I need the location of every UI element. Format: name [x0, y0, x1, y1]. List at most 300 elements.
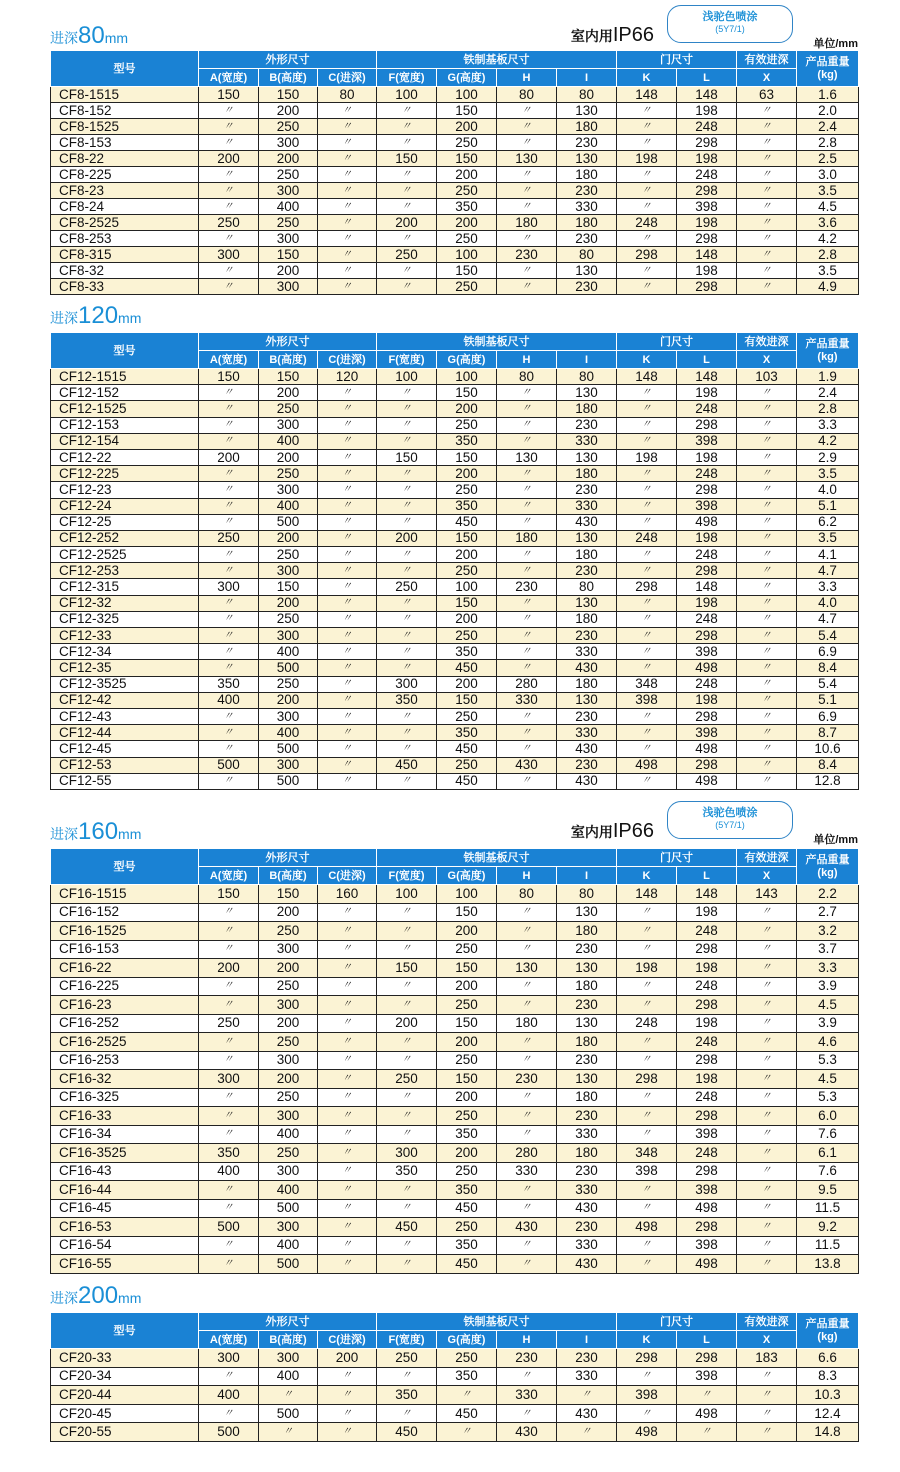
value-cell: 300 — [259, 1051, 318, 1070]
value-cell: 〃 — [318, 1199, 377, 1218]
value-cell: 〃 — [617, 401, 677, 417]
table-row — [51, 595, 859, 611]
value-cell: 250 — [199, 530, 259, 546]
value-cell: 〃 — [377, 199, 437, 215]
model-cell: CF8-33 — [51, 279, 199, 295]
value-cell: 350 — [377, 692, 437, 708]
value-cell: 〃 — [318, 215, 377, 231]
column-header-g: G(高度) — [437, 69, 497, 87]
value-cell: 398 — [677, 433, 737, 449]
depth-unit: mm — [118, 826, 142, 842]
value-cell: 〃 — [377, 660, 437, 676]
column-header-i: I — [557, 1331, 617, 1349]
value-cell: 〃 — [318, 385, 377, 401]
value-cell: 〃 — [199, 199, 259, 215]
value-cell: 〃 — [199, 1404, 259, 1423]
header-outer-dims: 外形尺寸 — [199, 333, 377, 351]
value-cell: 500 — [259, 1404, 318, 1423]
value-cell: 200 — [259, 263, 318, 279]
value-cell: 250 — [437, 1107, 497, 1126]
table-row — [51, 644, 859, 660]
value-cell: 〃 — [497, 103, 557, 119]
value-cell: 400 — [259, 199, 318, 215]
value-cell: 〃 — [377, 1033, 437, 1052]
value-cell: 3.3 — [797, 417, 859, 433]
model-cell: CF16-252 — [51, 1014, 199, 1033]
value-cell: 〃 — [617, 1125, 677, 1144]
column-header-b: B(高度) — [259, 1331, 318, 1349]
value-cell: 198 — [617, 449, 677, 465]
value-cell: 250 — [199, 1014, 259, 1033]
value-cell: 5.4 — [797, 628, 859, 644]
value-cell: 〃 — [318, 644, 377, 660]
value-cell: 〃 — [617, 547, 677, 563]
depth-prefix: 进深 — [50, 30, 78, 46]
value-cell: 〃 — [318, 279, 377, 295]
model-cell: CF12-225 — [51, 466, 199, 482]
spec-table-200 — [50, 1312, 859, 1442]
value-cell: 200 — [437, 676, 497, 692]
column-header-a: A(宽度) — [199, 1331, 259, 1349]
model-cell: CF16-153 — [51, 940, 199, 959]
value-cell: 〃 — [318, 773, 377, 789]
value-cell: 〃 — [199, 1255, 259, 1274]
value-cell: 〃 — [199, 940, 259, 959]
table-row — [51, 885, 859, 904]
value-cell: 350 — [437, 725, 497, 741]
value-cell: 150 — [377, 959, 437, 978]
value-cell: 130 — [557, 263, 617, 279]
value-cell: 298 — [677, 628, 737, 644]
model-cell: CF16-22 — [51, 959, 199, 978]
header-door-dims: 门尺寸 — [617, 51, 737, 69]
value-cell: 〃 — [497, 940, 557, 959]
value-cell: 〃 — [199, 708, 259, 724]
value-cell: 〃 — [497, 903, 557, 922]
value-cell: 〃 — [318, 433, 377, 449]
value-cell: 〃 — [318, 1423, 377, 1442]
value-cell: 250 — [259, 676, 318, 692]
value-cell: 〃 — [318, 135, 377, 151]
table-row — [51, 167, 859, 183]
value-cell: 400 — [259, 1367, 318, 1386]
value-cell: 〃 — [497, 514, 557, 530]
value-cell: 〃 — [377, 1199, 437, 1218]
value-cell: 500 — [199, 1423, 259, 1442]
value-cell: 250 — [437, 996, 497, 1015]
value-cell: 200 — [259, 595, 318, 611]
model-cell: CF12-44 — [51, 725, 199, 741]
value-cell: 〃 — [259, 1386, 318, 1405]
model-cell: CF20-55 — [51, 1423, 199, 1442]
value-cell: 〃 — [199, 1088, 259, 1107]
table-row — [51, 514, 859, 530]
value-cell: 〃 — [377, 644, 437, 660]
value-cell: 150 — [437, 530, 497, 546]
depth-value: 200 — [78, 1282, 119, 1309]
value-cell: 〃 — [199, 547, 259, 563]
column-header-x: X — [737, 351, 797, 369]
value-cell: 150 — [259, 885, 318, 904]
value-cell: 〃 — [259, 1423, 318, 1442]
model-cell: CF8-23 — [51, 183, 199, 199]
value-cell: 〃 — [617, 903, 677, 922]
value-cell: 198 — [677, 692, 737, 708]
value-cell: 148 — [677, 87, 737, 103]
header-weight: 产品重量 (kg) — [797, 51, 859, 87]
depth-value: 80 — [78, 22, 105, 49]
value-cell: 200 — [318, 1349, 377, 1368]
value-cell: 180 — [497, 530, 557, 546]
model-cell: CF12-45 — [51, 741, 199, 757]
value-cell: 〃 — [318, 498, 377, 514]
table-row — [51, 579, 859, 595]
value-cell: 180 — [497, 215, 557, 231]
model-cell: CF16-53 — [51, 1218, 199, 1237]
header-model: 型号 — [51, 333, 199, 369]
value-cell: 298 — [677, 231, 737, 247]
column-header-x: X — [737, 69, 797, 87]
value-cell: 398 — [677, 1236, 737, 1255]
value-cell: 〃 — [377, 466, 437, 482]
value-cell: 143 — [737, 885, 797, 904]
value-cell: 〃 — [617, 595, 677, 611]
value-cell: 3.7 — [797, 940, 859, 959]
value-cell: 7.6 — [797, 1162, 859, 1181]
table-row — [51, 922, 859, 941]
value-cell: 200 — [437, 1088, 497, 1107]
value-cell: 〃 — [199, 1181, 259, 1200]
value-cell: 330 — [557, 644, 617, 660]
value-cell: 〃 — [199, 417, 259, 433]
table-row — [51, 725, 859, 741]
value-cell: 198 — [677, 215, 737, 231]
depth-title — [50, 302, 141, 330]
value-cell: 250 — [437, 279, 497, 295]
value-cell: 200 — [259, 1014, 318, 1033]
value-cell: 4.7 — [797, 563, 859, 579]
table-row — [51, 1144, 859, 1163]
value-cell: 298 — [677, 417, 737, 433]
value-cell: 〃 — [377, 1088, 437, 1107]
value-cell: 〃 — [377, 1404, 437, 1423]
value-cell: 〃 — [199, 903, 259, 922]
value-cell: 430 — [557, 773, 617, 789]
value-cell: 〃 — [199, 482, 259, 498]
value-cell: 150 — [437, 151, 497, 167]
value-cell: 〃 — [497, 741, 557, 757]
value-cell: 398 — [617, 1386, 677, 1405]
value-cell: 〃 — [497, 1033, 557, 1052]
value-cell: 〃 — [377, 628, 437, 644]
model-cell: CF12-35 — [51, 660, 199, 676]
value-cell: 198 — [677, 449, 737, 465]
value-cell: 300 — [259, 482, 318, 498]
value-cell: 250 — [259, 401, 318, 417]
value-cell: 〃 — [737, 151, 797, 167]
model-cell: CF16-23 — [51, 996, 199, 1015]
value-cell: 〃 — [377, 563, 437, 579]
value-cell: 450 — [377, 1218, 437, 1237]
value-cell: 230 — [497, 1070, 557, 1089]
column-header-f: F(宽度) — [377, 867, 437, 885]
ip-rating — [571, 820, 654, 843]
value-cell: 〃 — [199, 1051, 259, 1070]
value-cell: 250 — [437, 940, 497, 959]
value-cell: 〃 — [199, 1033, 259, 1052]
table-row — [51, 773, 859, 789]
column-header-x: X — [737, 1331, 797, 1349]
value-cell: 300 — [199, 247, 259, 263]
table-row — [51, 385, 859, 401]
value-cell: 〃 — [377, 385, 437, 401]
value-cell: 200 — [259, 385, 318, 401]
model-cell: CF16-34 — [51, 1125, 199, 1144]
value-cell: 〃 — [617, 628, 677, 644]
value-cell: 〃 — [497, 563, 557, 579]
model-cell: CF12-315 — [51, 579, 199, 595]
value-cell: 150 — [437, 1014, 497, 1033]
header-door-dims: 门尺寸 — [617, 1313, 737, 1331]
value-cell: 180 — [557, 401, 617, 417]
value-cell: 〃 — [377, 1255, 437, 1274]
model-cell: CF20-33 — [51, 1349, 199, 1368]
model-cell: CF8-22 — [51, 151, 199, 167]
value-cell: 350 — [437, 433, 497, 449]
value-cell: 〃 — [737, 1218, 797, 1237]
model-cell: CF16-3525 — [51, 1144, 199, 1163]
value-cell: 398 — [677, 1181, 737, 1200]
value-cell: 498 — [677, 514, 737, 530]
model-cell: CF8-1515 — [51, 87, 199, 103]
header-door-dims: 门尺寸 — [617, 333, 737, 351]
value-cell: 298 — [617, 1349, 677, 1368]
value-cell: 〃 — [497, 996, 557, 1015]
value-cell: 4.0 — [797, 595, 859, 611]
value-cell: 350 — [199, 1144, 259, 1163]
value-cell: 〃 — [318, 167, 377, 183]
indoor-label: 室内用 — [570, 824, 613, 840]
value-cell: 〃 — [497, 385, 557, 401]
value-cell: 〃 — [617, 1367, 677, 1386]
value-cell: 〃 — [318, 1255, 377, 1274]
value-cell: 230 — [497, 247, 557, 263]
value-cell: 148 — [617, 369, 677, 385]
column-header-l: L — [677, 867, 737, 885]
value-cell: 〃 — [318, 595, 377, 611]
model-cell: CF16-55 — [51, 1255, 199, 1274]
value-cell: 〃 — [377, 547, 437, 563]
header-model: 型号 — [51, 51, 199, 87]
value-cell: 198 — [677, 903, 737, 922]
value-cell: 200 — [377, 530, 437, 546]
depth-unit: mm — [118, 1290, 142, 1306]
table-row — [51, 433, 859, 449]
value-cell: 〃 — [737, 135, 797, 151]
value-cell: 350 — [437, 498, 497, 514]
value-cell: 4.2 — [797, 231, 859, 247]
value-cell: 〃 — [497, 119, 557, 135]
value-cell: 〃 — [617, 417, 677, 433]
value-cell: 398 — [677, 498, 737, 514]
header-row-groups — [51, 333, 859, 351]
model-cell: CF20-45 — [51, 1404, 199, 1423]
table-row — [51, 741, 859, 757]
value-cell: 2.7 — [797, 903, 859, 922]
value-cell: 350 — [437, 199, 497, 215]
value-cell: 〃 — [737, 708, 797, 724]
value-cell: 3.6 — [797, 215, 859, 231]
value-cell: 500 — [259, 514, 318, 530]
value-cell: 450 — [377, 1423, 437, 1442]
value-cell: 250 — [259, 215, 318, 231]
table-row — [51, 708, 859, 724]
value-cell: 350 — [377, 1386, 437, 1405]
value-cell: 398 — [677, 1367, 737, 1386]
value-cell: 230 — [557, 482, 617, 498]
value-cell: 230 — [557, 940, 617, 959]
value-cell: 230 — [557, 628, 617, 644]
value-cell: 250 — [259, 119, 318, 135]
value-cell: 〃 — [318, 1367, 377, 1386]
coating-code: (5Y7/1) — [715, 24, 745, 34]
value-cell: 130 — [557, 692, 617, 708]
value-cell: 〃 — [377, 725, 437, 741]
value-cell: 〃 — [318, 741, 377, 757]
value-cell: 〃 — [318, 563, 377, 579]
value-cell: 180 — [557, 119, 617, 135]
value-cell: 〃 — [377, 611, 437, 627]
table-row — [51, 87, 859, 103]
value-cell: 230 — [557, 1162, 617, 1181]
value-cell: 〃 — [617, 1199, 677, 1218]
table-row — [51, 1162, 859, 1181]
value-cell: 130 — [557, 103, 617, 119]
value-cell: 14.8 — [797, 1423, 859, 1442]
table-row — [51, 1070, 859, 1089]
value-cell: 498 — [677, 741, 737, 757]
value-cell: 230 — [557, 1349, 617, 1368]
value-cell: 250 — [259, 611, 318, 627]
value-cell: 6.6 — [797, 1349, 859, 1368]
model-cell: CF8-152 — [51, 103, 199, 119]
value-cell: 〃 — [617, 103, 677, 119]
column-header-g: G(高度) — [437, 351, 497, 369]
value-cell: 1.9 — [797, 369, 859, 385]
value-cell: 〃 — [737, 1181, 797, 1200]
model-cell: CF8-1525 — [51, 119, 199, 135]
model-cell: CF12-325 — [51, 611, 199, 627]
table-row — [51, 547, 859, 563]
value-cell: 12.4 — [797, 1404, 859, 1423]
value-cell: 〃 — [497, 595, 557, 611]
value-cell: 〃 — [497, 1051, 557, 1070]
header-outer-dims: 外形尺寸 — [199, 849, 377, 867]
header-plate-dims: 铁制基板尺寸 — [377, 849, 617, 867]
value-cell: 160 — [318, 885, 377, 904]
value-cell: 〃 — [199, 563, 259, 579]
value-cell: 130 — [557, 959, 617, 978]
table-row — [51, 1349, 859, 1368]
value-cell: 〃 — [199, 1199, 259, 1218]
value-cell: 298 — [677, 996, 737, 1015]
value-cell: 280 — [497, 1144, 557, 1163]
value-cell: 〃 — [199, 401, 259, 417]
value-cell: 〃 — [377, 498, 437, 514]
value-cell: 248 — [677, 547, 737, 563]
value-cell: 2.4 — [797, 119, 859, 135]
value-cell: 〃 — [677, 1423, 737, 1442]
value-cell: 230 — [557, 1051, 617, 1070]
ip-code: IP66 — [612, 24, 654, 46]
value-cell: 430 — [497, 757, 557, 773]
value-cell: 298 — [677, 1218, 737, 1237]
value-cell: 200 — [259, 959, 318, 978]
model-cell: CF12-153 — [51, 417, 199, 433]
table-row — [51, 903, 859, 922]
value-cell: 〃 — [377, 514, 437, 530]
value-cell: 〃 — [318, 628, 377, 644]
column-header-i: I — [557, 351, 617, 369]
value-cell: 498 — [677, 1255, 737, 1274]
value-cell: 248 — [677, 167, 737, 183]
value-cell: 200 — [259, 151, 318, 167]
value-cell: 4.9 — [797, 279, 859, 295]
value-cell: 〃 — [318, 579, 377, 595]
value-cell: 400 — [199, 692, 259, 708]
value-cell: 250 — [437, 231, 497, 247]
header-weight: 产品重量 (kg) — [797, 333, 859, 369]
value-cell: 250 — [437, 135, 497, 151]
value-cell: 〃 — [318, 1014, 377, 1033]
value-cell: 〃 — [737, 1014, 797, 1033]
value-cell: 〃 — [318, 903, 377, 922]
table-row — [51, 119, 859, 135]
value-cell: 〃 — [318, 119, 377, 135]
value-cell: 300 — [377, 1144, 437, 1163]
value-cell: 300 — [259, 135, 318, 151]
value-cell: 〃 — [497, 660, 557, 676]
value-cell: 398 — [677, 1125, 737, 1144]
header-effective-depth: 有效进深 — [737, 1313, 797, 1331]
value-cell: 298 — [677, 1349, 737, 1368]
value-cell: 〃 — [737, 119, 797, 135]
column-header-a: A(宽度) — [199, 867, 259, 885]
value-cell: 198 — [677, 595, 737, 611]
value-cell: 148 — [677, 579, 737, 595]
value-cell: 248 — [677, 1144, 737, 1163]
value-cell: 200 — [437, 547, 497, 563]
value-cell: 〃 — [497, 773, 557, 789]
value-cell: 〃 — [318, 922, 377, 941]
coating-badge — [667, 5, 793, 43]
value-cell: 298 — [677, 940, 737, 959]
value-cell: 3.5 — [797, 263, 859, 279]
value-cell: 120 — [318, 369, 377, 385]
value-cell: 〃 — [737, 725, 797, 741]
value-cell: 〃 — [199, 996, 259, 1015]
value-cell: 500 — [259, 1255, 318, 1274]
value-cell: 198 — [677, 151, 737, 167]
column-header-x: X — [737, 867, 797, 885]
value-cell: 500 — [259, 1199, 318, 1218]
value-cell: 248 — [677, 611, 737, 627]
value-cell: 130 — [557, 903, 617, 922]
value-cell: 200 — [259, 1070, 318, 1089]
column-header-h: H — [497, 69, 557, 87]
value-cell: 〃 — [497, 725, 557, 741]
model-cell: CF12-34 — [51, 644, 199, 660]
